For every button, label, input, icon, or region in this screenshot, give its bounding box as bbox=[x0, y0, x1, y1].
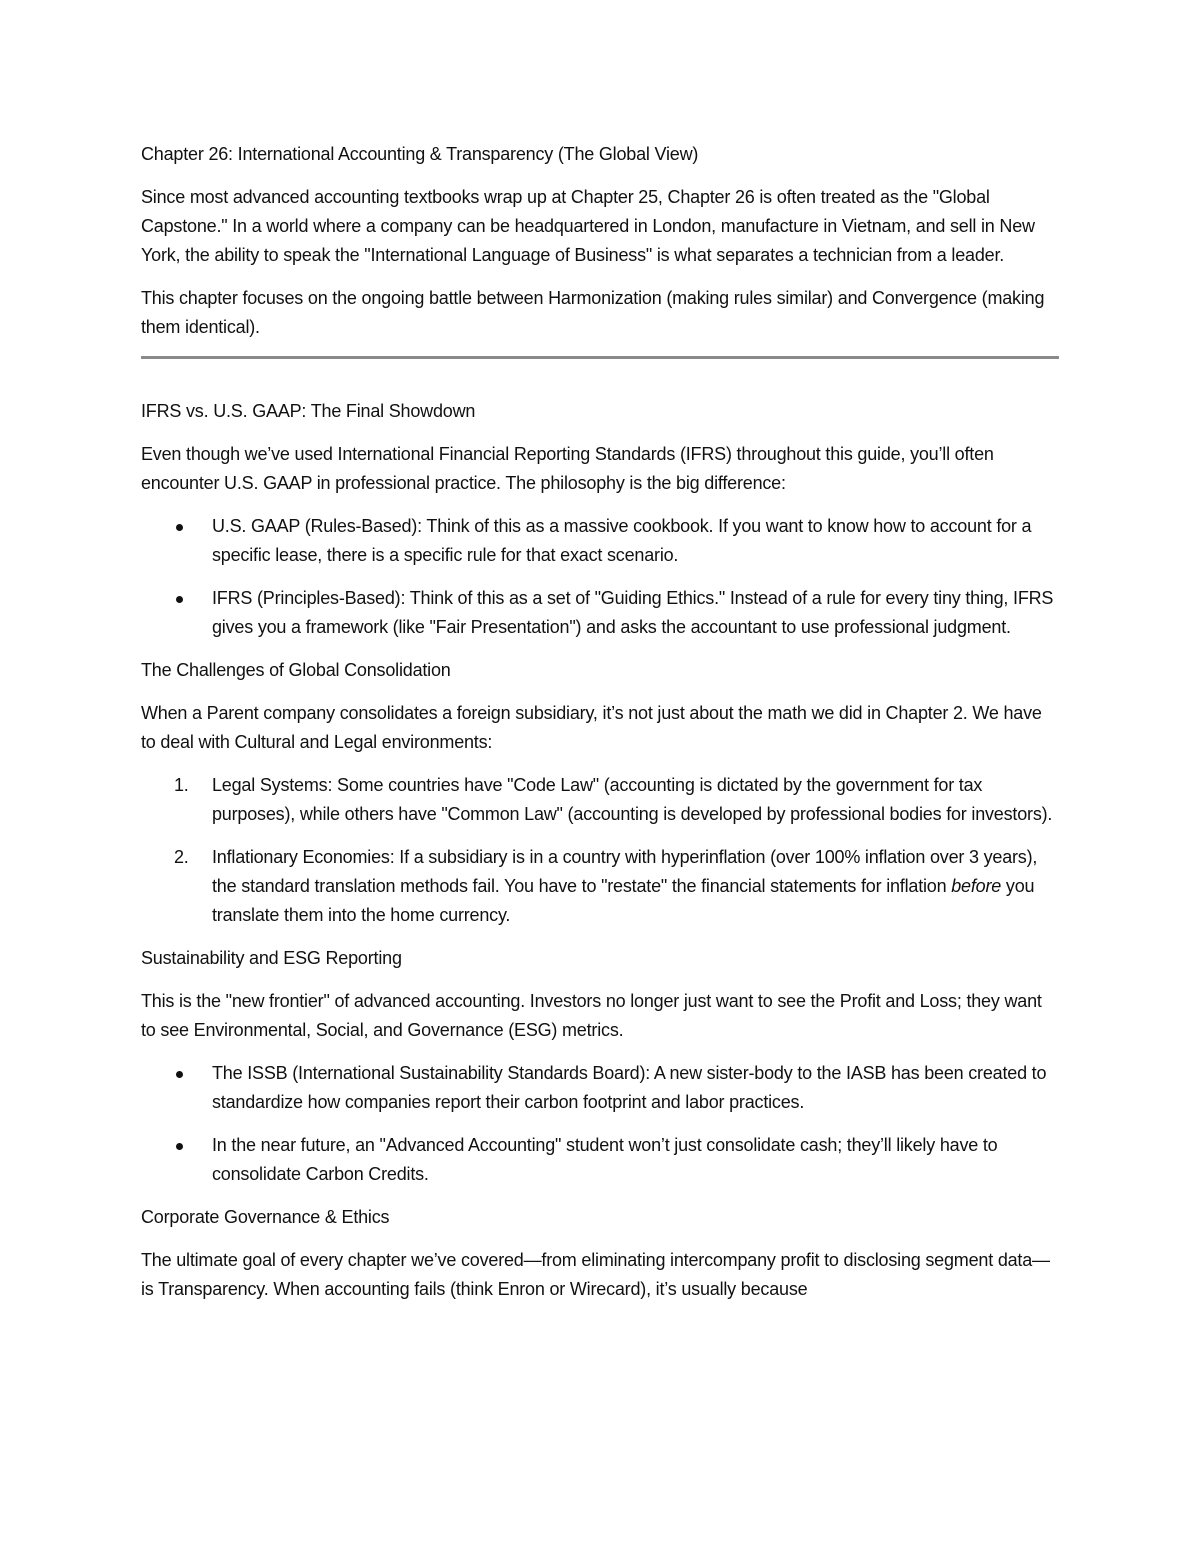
list-number: 2. bbox=[174, 847, 189, 867]
list-item bbox=[141, 771, 1061, 829]
bullet-icon bbox=[176, 1143, 183, 1150]
esg-bullet-list bbox=[141, 1059, 1061, 1189]
list-item-text-part: Inflationary Economies: If a subsidiary is in a country with hyperinflation (over 100% inflation over 3 years), the standard translation methods fail. You have to "restate" the financial statements for inflation bbox=[212, 847, 1038, 896]
ifrs-bullet-list bbox=[141, 512, 1061, 642]
list-item bbox=[141, 584, 1061, 642]
bullet-icon bbox=[176, 524, 183, 531]
section-heading-esg: Sustainability and ESG Reporting bbox=[141, 948, 402, 968]
intro-paragraph-1: Since most advanced accounting textbooks wrap up at Chapter 25, Chapter 26 is often treated as the "Global Capstone." In a world where a company can be headquartered in London, manufacture in Vietnam, and sell in New York, the ability to speak the "International Language of Business" is what separates a technician from a leader. bbox=[141, 187, 1035, 265]
list-item-text: Legal Systems: Some countries have "Code Law" (accounting is dictated by the government for tax purposes), while others have "Common Law" (accounting is developed by professional bodies for investors). bbox=[212, 775, 1053, 824]
list-item-text-part: you translate them into the home currency. bbox=[212, 876, 1035, 925]
list-item-text: In the near future, an "Advanced Accounting" student won’t just consolidate cash; they’ll likely have to consolidate Carbon Credits. bbox=[212, 1135, 998, 1184]
list-item-text: U.S. GAAP (Rules-Based): Think of this as a massive cookbook. If you want to know how to account for a specific lease, there is a specific rule for that exact scenario. bbox=[212, 516, 1032, 565]
section-body-consolidation: When a Parent company consolidates a foreign subsidiary, it’s not just about the math we did in Chapter 2. We have to deal with Cultural and Legal environments: bbox=[141, 703, 1042, 752]
list-item bbox=[141, 512, 1061, 570]
intro-paragraph-2: This chapter focuses on the ongoing battle between Harmonization (making rules similar) and Convergence (making them identical). bbox=[141, 288, 1045, 337]
bullet-icon bbox=[176, 1071, 183, 1078]
list-item-text bbox=[212, 847, 1037, 925]
section-heading-governance: Corporate Governance & Ethics bbox=[141, 1207, 390, 1227]
consolidation-numbered-list bbox=[141, 771, 1061, 930]
list-item-text: IFRS (Principles-Based): Think of this as a set of "Guiding Ethics." Instead of a rule for every tiny thing, IFRS gives you a framework (like "Fair Presentation") and asks the accountant to use professional judgment. bbox=[212, 588, 1054, 637]
chapter-title: Chapter 26: International Accounting & Transparency (The Global View) bbox=[141, 144, 699, 164]
section-heading-ifrs: IFRS vs. U.S. GAAP: The Final Showdown bbox=[141, 401, 476, 421]
horizontal-divider bbox=[141, 356, 1059, 359]
section-body-governance: The ultimate goal of every chapter we’ve covered—from eliminating intercompany profit to disclosing segment data—is Transparency. When accounting fails (think Enron or Wirecard), it’s usually because bbox=[141, 1250, 1050, 1299]
list-item bbox=[141, 1059, 1061, 1117]
list-item bbox=[141, 1131, 1061, 1189]
list-item bbox=[141, 843, 1061, 930]
list-number: 1. bbox=[174, 775, 189, 795]
document-page bbox=[141, 140, 1061, 1318]
bullet-icon bbox=[176, 596, 183, 603]
section-body-esg: This is the "new frontier" of advanced accounting. Investors no longer just want to see the Profit and Loss; they want to see Environmental, Social, and Governance (ESG) metrics. bbox=[141, 991, 1042, 1040]
section-body-ifrs: Even though we’ve used International Financial Reporting Standards (IFRS) throughout this guide, you’ll often encounter U.S. GAAP in professional practice. The philosophy is the big difference: bbox=[141, 444, 994, 493]
section-heading-consolidation: The Challenges of Global Consolidation bbox=[141, 660, 451, 680]
emphasis-text: before bbox=[951, 876, 1002, 896]
list-item-text: The ISSB (International Sustainability Standards Board): A new sister-body to the IASB has been created to standardize how companies report their carbon footprint and labor practices. bbox=[212, 1063, 1047, 1112]
